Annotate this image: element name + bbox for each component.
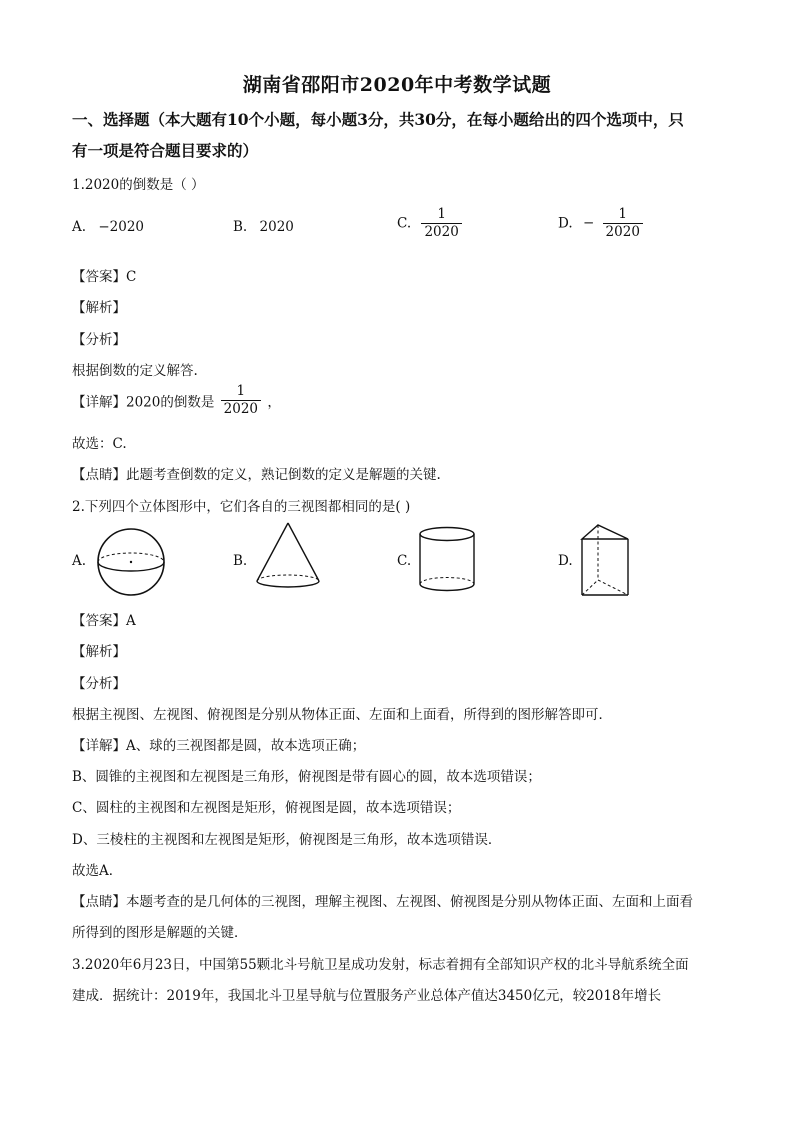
q1-comment: 【点睛】此题考查倒数的定义，熟记倒数的定义是解题的关键. (72, 467, 441, 483)
q2-answer: 【答案】A (72, 613, 136, 629)
q2-option-b-label: B. (233, 553, 248, 569)
q1-option-c-label: C. (397, 215, 412, 232)
q1-option-d-fraction (603, 206, 643, 241)
q1-option-d-label: D. (558, 215, 573, 232)
q2-fenxi-label: 【分析】 (72, 676, 126, 692)
q2-option-c-label: C. (397, 553, 412, 569)
section-heading-line1: 一、选择题（本大题有10个小题，每小题3分，共30分，在每小题给出的四个选项中，只 (72, 110, 684, 129)
q1-option-b (233, 219, 294, 235)
q1-option-c (397, 206, 464, 241)
q1-detail (72, 383, 281, 418)
q2-analysis: 根据主视图、左视图、俯视图是分别从物体正面、左面和上面看，所得到的图形解答即可． (72, 707, 612, 723)
q1-option-a-value: −2020 (98, 219, 145, 235)
q2-option-d-label: D. (558, 553, 573, 569)
q1-option-a (72, 219, 144, 235)
q2-detail-a: 【详解】A、球的三视图都是圆，故本选项正确； (72, 738, 366, 754)
q3-stem-line2: 建成．据统计：2019年，我国北斗卫星导航与位置服务产业总体产值达3450亿元，较2018年增长 (72, 988, 662, 1004)
q2-choose: 故选A． (72, 863, 123, 879)
q1-option-c-fraction (421, 206, 461, 241)
q2-comment-line2: 所得到的图形是解题的关键． (72, 925, 248, 941)
q1-option-d-numerator: 1 (618, 206, 628, 222)
q2-detail-d: D、三棱柱的主视图和左视图是矩形，俯视图是三角形，故本选项错误． (72, 832, 502, 848)
q1-choose: 故选：C. (72, 436, 127, 452)
q1-option-a-label: A. (72, 219, 87, 235)
q3-stem-line1: 3.2020年6月23日，中国第55颗北斗号航卫星成功发射，标志着拥有全部知识产权的北斗导航系统全面 (72, 957, 689, 973)
q1-answer: 【答案】C (72, 269, 137, 285)
q2-detail-c: C、圆柱的主视图和左视图是矩形，俯视图是圆，故本选项错误； (72, 800, 461, 816)
q2-detail-b: B、圆锥的主视图和左视图是三角形，俯视图是带有圆心的圆，故本选项错误； (72, 769, 541, 785)
sphere-figure (95, 526, 167, 598)
q1-option-b-value: 2020 (259, 219, 294, 235)
q1-detail-suffix: ， (267, 394, 281, 411)
q1-option-d-denominator: 2020 (603, 223, 643, 241)
q1-option-c-numerator: 1 (437, 206, 446, 222)
q1-option-d-sign: − (582, 215, 595, 232)
q1-stem: 1.2020的倒数是（ ） (72, 177, 205, 193)
q1-detail-numerator: 1 (236, 383, 246, 399)
cylinder-figure (416, 524, 478, 596)
q2-comment-line1: 【点睛】本题考查的是几何体的三视图，理解主视图、左视图、俯视图是分别从物体正面、左面和上面看 (72, 894, 693, 910)
q1-option-b-label: B. (233, 219, 248, 235)
section-heading-line2: 有一项是符合题目要求的） (72, 141, 259, 160)
cone-figure (252, 520, 324, 592)
q1-detail-fraction (221, 383, 261, 418)
triangular-prism-figure (578, 522, 634, 600)
q2-stem: 2.下列四个立体图形中，它们各自的三视图都相同的是( ) (72, 499, 411, 515)
q2-jiexi-label: 【解析】 (72, 644, 126, 660)
page-title: 湖南省邵阳市2020年中考数学试题 (242, 74, 552, 96)
q1-fenxi-label: 【分析】 (72, 332, 126, 348)
q1-option-d (558, 206, 645, 241)
q1-jiexi-label: 【解析】 (72, 300, 126, 316)
q1-option-c-denominator: 2020 (421, 223, 461, 241)
q2-option-a-label: A. (72, 553, 87, 569)
q1-analysis: 根据倒数的定义解答. (72, 363, 198, 379)
q1-detail-denominator: 2020 (221, 400, 261, 418)
q1-detail-prefix: 【详解】2020的倒数是 (72, 394, 215, 411)
